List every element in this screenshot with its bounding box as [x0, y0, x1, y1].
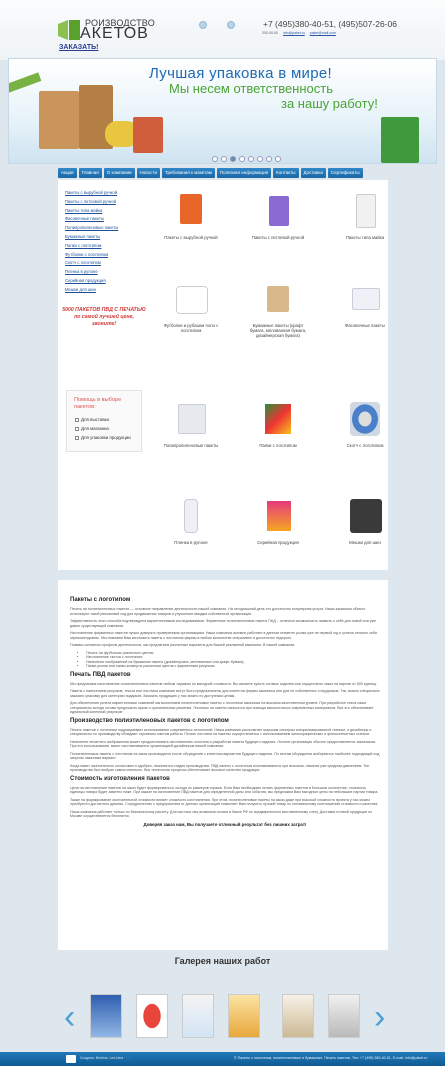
product-card[interactable]: [248, 495, 308, 545]
product-card[interactable]: [248, 398, 308, 448]
checkbox[interactable]: [75, 436, 79, 440]
nav-item[interactable]: Доставка: [301, 168, 326, 178]
sidebar-link[interactable]: Пакеты типа майка: [65, 207, 103, 213]
footer-credits[interactable]: Создано: Nimbus, Lex-Idea · · ·: [80, 1056, 130, 1060]
slider-bag-image: [133, 117, 163, 153]
header-phone: +7 (495)380-40-51, (495)507-26-06: [263, 19, 397, 29]
slider-dot[interactable]: [239, 156, 245, 162]
article-heading: Печать ПВД пакетов: [70, 671, 131, 678]
help-option[interactable]: Для выставки: [75, 417, 109, 422]
article-paragraph: Помимо основного профиля деятельности, мы предлагаем различные варианты для Вашей рекламной кампании. В нашей компании:: [70, 643, 296, 647]
slider-dot[interactable]: [248, 156, 254, 162]
gallery-thumbnail[interactable]: [182, 994, 214, 1038]
product-card[interactable]: [161, 495, 221, 545]
slider-headline: Лучшая упаковка в мире!: [149, 65, 332, 82]
product-image: [170, 190, 212, 232]
article-paragraph: Цена на изготовление пакетов на заказ будет формироваться, исходя из размеров тиража. Если Вам необходимо печать фирменных пакетов в большом количестве, стоимость единицы товара будет заметно ниже. При заказе на изготовление ПВД пакетов для определенной даты или события, мы предложим Вам выгодные цены на небольшие партии товара.: [70, 785, 379, 795]
sidebar-link[interactable]: Скотч с логотипом: [65, 260, 101, 266]
list-item: • Изготовление скотча с логотипом;: [86, 655, 380, 660]
sidebar-link[interactable]: Бумажные пакеты: [65, 233, 101, 239]
article: [70, 594, 380, 827]
nav-item[interactable]: О компании: [104, 168, 135, 178]
product-card[interactable]: [161, 398, 221, 448]
sidebar-menu: [65, 189, 145, 295]
nav-item[interactable]: Новости: [137, 168, 160, 178]
order-link[interactable]: ЗАКАЗАТЬ!: [59, 44, 99, 51]
product-image: [170, 278, 212, 320]
gallery-thumbnail[interactable]: [90, 994, 122, 1038]
article-closing: Доверяя заказ нам, Вы получаете отличный результат без лишних затрат!: [143, 821, 307, 827]
article-list: [86, 651, 380, 669]
product-caption: Бумажные пакеты (крафт бумага, мелованная бумага, дизайнерская бумага): [249, 323, 307, 339]
list-item: • Печать на футболках различных цветов;: [86, 651, 380, 656]
list-item: • Папки-уголки или папки-конверты различных цветов с фирменным рисунком.: [86, 664, 380, 669]
checkbox[interactable]: [75, 427, 79, 431]
article-paragraph: Печать пакетов с логотипом подразумевает использование современных технологий. Наша компания располагает широким спектром специализированной техники, а дизайнеры и специалисты по производству обладают огромным опытом работы. Печать логотипа на пакетах осуществляется с использованием шелкографических и флексопечатных станков.: [70, 727, 372, 737]
gallery-thumbnail[interactable]: [228, 994, 260, 1038]
nav-item[interactable]: Контакты: [273, 168, 298, 178]
help-box: [66, 390, 142, 452]
nav-item[interactable]: Главная: [79, 168, 102, 178]
article-paragraph: Пакеты с нанесением рисунков, текста или логотипа компании могут быть предназначены для клиентов фирмы заказчика или для ее собственных сотрудников. Так, можно специально заказать упаковку для категории подарков. Заказать продукцию у нас можно по доступным ценам.: [70, 689, 380, 698]
logo-text-bottom: АКЕТОВ: [80, 25, 149, 42]
sidebar-link[interactable]: Футболки с логотипом: [65, 251, 109, 257]
gallery-thumbnail[interactable]: [328, 994, 360, 1038]
gallery-thumbnail[interactable]: [282, 994, 314, 1038]
footer-logo-icon[interactable]: [66, 1055, 76, 1063]
product-caption: Фасовочные пакеты: [344, 323, 385, 328]
product-caption: Скотч с логотипом: [346, 443, 384, 448]
nav-item[interactable]: Требования к макетам: [162, 168, 215, 178]
product-caption: Серийная продукция: [257, 540, 299, 545]
product-caption: Футболки и рубашки поло с логотипом: [163, 323, 219, 334]
product-image: [257, 190, 299, 232]
slider-dot[interactable]: [212, 156, 218, 162]
article-paragraph: Эффективность этого способа подтверждена маркетинговыми исследованиями. Фирменные полиэтиленовые пакеты ПНД – отличное возможность заявить о себе для новой или уже давно существующей компании.: [70, 619, 377, 628]
nav-item[interactable]: Сертификаты: [328, 168, 363, 178]
gallery-thumbnail[interactable]: [136, 994, 168, 1038]
product-image: [170, 398, 212, 440]
help-option[interactable]: Для магазина: [75, 426, 109, 431]
gallery-prev-arrow-icon[interactable]: ‹: [64, 998, 76, 1036]
logo-text-top: РОИЗВОДСТВО: [85, 18, 155, 28]
slider-dot[interactable]: [230, 156, 236, 162]
slider-dot[interactable]: [257, 156, 263, 162]
product-image: [344, 190, 386, 232]
product-card[interactable]: [248, 278, 308, 339]
product-caption: Пленка в рулоне: [174, 540, 208, 545]
product-card[interactable]: [248, 190, 308, 240]
article-paragraph: Для обеспечения успеха маркетинговых компаний мы выполняем полиэтиленовые пакеты с логотипом заказчика на высоком качественном уровне. При разработке стиля наши специалисты всегда готовы предложить яркие и оригинальные решения. Логотипы на пакеты наносятся при помощи высокоточных современных материалов. Все это обеспечивает идеальный конечный результат.: [70, 701, 374, 715]
product-caption: Пакеты типа майка: [345, 235, 385, 240]
product-card[interactable]: [335, 278, 395, 328]
article-heading: Производство полиэтиленовых пакетов с логотипом: [70, 717, 229, 724]
article-paragraph: Изготовление фирменных пакетов лучше доверять проверенным организациям. Наша компания активно работает в данном сегменте рынка уже не первый год и успела отлично себя зарекомендовать. Мы поможем Вам изготовить пакеты с логотипом фирмы в любом количестве оперативно и достаточно недорого.: [70, 631, 377, 640]
site-logo[interactable]: [58, 18, 170, 42]
help-option[interactable]: Для упаковки продукции: [75, 435, 131, 440]
article-heading: Стоимость изготовления пакетов: [70, 775, 170, 782]
product-card[interactable]: [335, 398, 395, 448]
product-card[interactable]: [161, 278, 221, 333]
list-item: • Нанесение изображений на бумажные пакеты (дизайнерские, мелованные или крафт-бумага);: [86, 660, 380, 665]
footer-copyright: © Пакеты с логотипом, полиэтиленовые и бумажные. Печать пакетов. Тел: +7 (495) 380-40-51, E-mail: info@paket.ru: [234, 1056, 428, 1060]
article-heading: Пакеты с логотипом: [70, 597, 131, 603]
sidebar-link[interactable]: Фасовочные пакеты: [65, 216, 104, 222]
slider-dot[interactable]: [266, 156, 272, 162]
checkbox[interactable]: [75, 418, 79, 422]
product-image: [344, 495, 386, 537]
product-caption: Пакеты с петлевой ручкой: [251, 235, 305, 240]
slider-subline: Мы несем ответственность: [169, 81, 333, 96]
article-paragraph: Нанесение печатного изображения может предшествовать изготовлению логотипа и разработке макета будущего изделия. Логотип организации обычно предоставляется заказчиком. При его использовании, макет изготавливается организацией-дизайнером нашей компании.: [70, 739, 377, 749]
sidebar-promo[interactable]: 5000 ПАКЕТОВ ПВД С ПЕЧАТЬЮ по самой лучшей цене, звоните!: [62, 307, 146, 327]
product-image: [257, 278, 299, 320]
product-caption: Мешки для шин: [349, 540, 381, 545]
nav-item[interactable]: Акции: [58, 168, 77, 178]
slider-bag-image: [39, 91, 79, 149]
sidebar-link[interactable]: Папки с логотипом: [65, 242, 102, 248]
article-paragraph: Печать на полиэтиленовых пакетах — основное направление деятельности нашей компании. На сегодняшний день это достаточно популярная услуга. Наши заказчики обычно используют такой рекламный ход для продвижения товаров и улучшения имиджа собственной организации.: [70, 607, 366, 616]
header-contacts: [262, 31, 340, 35]
hero-slider[interactable]: [8, 58, 437, 164]
product-image: [344, 278, 386, 320]
article-paragraph: Наша компания работает только по безналичному расчету. Для частных лиц возможна оплата в банке РФ по предварительно выставленному счету. Доставка готовой продукции по Москве осуществляется бесплатно.: [70, 809, 373, 819]
sidebar-link[interactable]: Пленка в рулоне: [65, 269, 98, 275]
product-image: [257, 398, 299, 440]
contact-email[interactable]: paket@mail.com: [309, 31, 336, 35]
header-circle-icon[interactable]: [199, 21, 207, 29]
slider-ribbon: [8, 72, 41, 94]
footer: [0, 1052, 445, 1066]
contact-phone: 200-00-00: [262, 31, 278, 35]
slider-dot[interactable]: [275, 156, 281, 162]
slider-bag-image: [381, 117, 419, 163]
product-card[interactable]: [161, 190, 221, 240]
sidebar-link[interactable]: Пакеты с вырубной ручкой: [65, 190, 118, 195]
sidebar-link[interactable]: Полипропиленовые пакеты: [65, 225, 119, 231]
gallery-next-arrow-icon[interactable]: ›: [374, 998, 386, 1036]
product-image: [170, 495, 212, 537]
help-title: Помощь в выборе пакетов:: [74, 397, 122, 410]
slider-pagination: [212, 156, 281, 162]
sidebar-link[interactable]: Пакеты с петлевой ручкой: [65, 198, 116, 204]
contact-email[interactable]: info@paket.ru: [282, 31, 305, 35]
slider-subline: за нашу работу!: [281, 96, 378, 111]
gallery-title: Галерея наших работ: [174, 956, 271, 966]
product-caption: Папки с логотипом: [259, 443, 297, 448]
slider-dot[interactable]: [221, 156, 227, 162]
sidebar-link[interactable]: Серийная продукция: [65, 277, 106, 283]
product-image: [257, 495, 299, 537]
article-paragraph: Когда макет окончательно согласован и одобрен, начинается стадия производства. ПВД пакеты с логотипом изготавливаются при высоком, начиная уже средним давлением. Тип производства был выбран самостоятельно. Вся технология процесса обеспечивает высокое качество продукции.: [70, 763, 370, 773]
product-card[interactable]: [335, 190, 395, 240]
article-paragraph: Также на формирование окончательной стоимости влияет сложность изготовления. При этом, полиэтиленовые пакеты на заказ даже при высокой сложности проекта у нас можно приобрести достаточно дешево. Сотрудничество с предприятием от данных организаций позволяет Вам получить лучший товар по оптимальному соотношению стоимости и качества.: [70, 797, 379, 807]
nav-item[interactable]: Полезная информация: [217, 168, 271, 178]
logo-mark-icon: [58, 20, 80, 40]
product-caption: Пакеты с вырубной ручкой: [164, 235, 218, 240]
product-image: [344, 398, 386, 440]
sidebar-link[interactable]: Мешки для шин: [65, 286, 96, 292]
product-caption: Полипропиленовые пакеты: [163, 443, 219, 448]
main-navigation: [58, 168, 363, 178]
product-card[interactable]: [335, 495, 395, 545]
article-paragraph: Мы предлагаем изготовление полиэтиленовых пакетов любым тиражом по выгодной стоимости. Вы сможете купить готовые изделия или осуществить заказ на партию от 500 единиц.: [70, 681, 377, 686]
header-circle-icon[interactable]: [227, 21, 235, 29]
article-paragraph: Полиэтиленовые пакеты с логотипом на заказ производятся после обсуждения с клиентом вариантов будущего изделия. По итогам обсуждения выбираются наиболее подходящий под запросы заказчика вариант.: [70, 751, 380, 761]
